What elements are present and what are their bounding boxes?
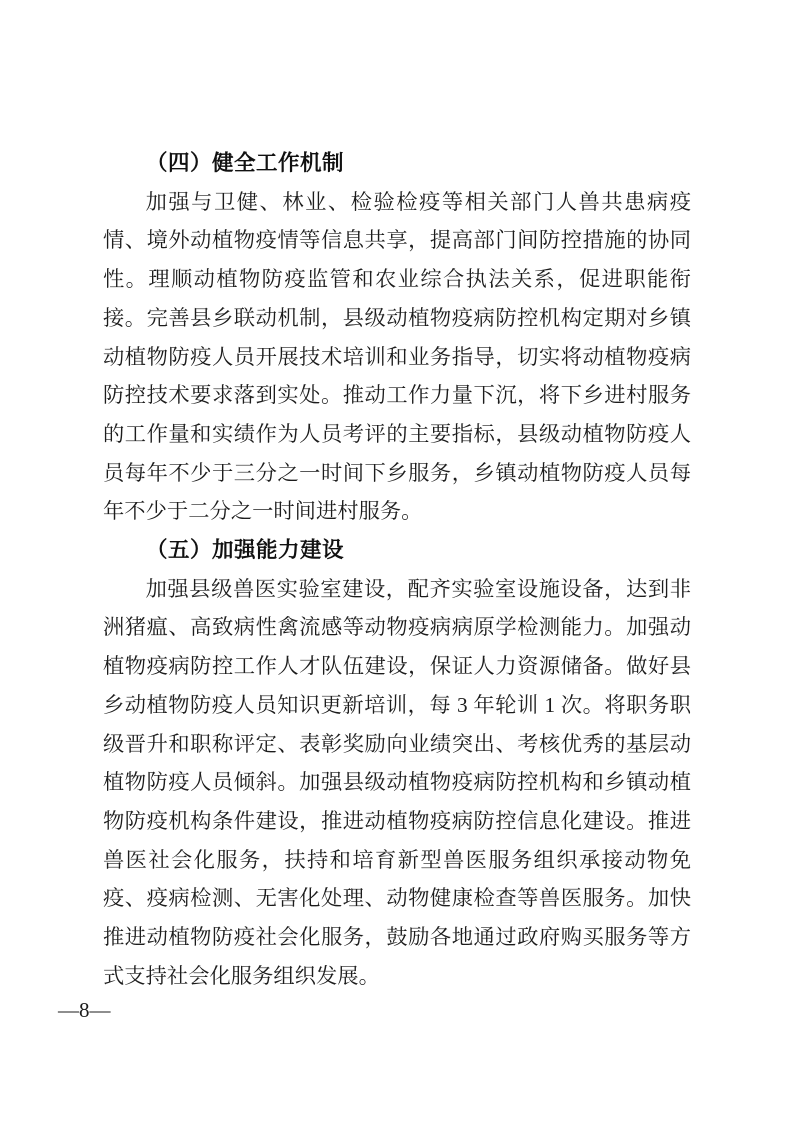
document-content <box>103 144 691 995</box>
page-number: —8— <box>58 998 111 1022</box>
section-heading: （四）健全工作机制 <box>146 151 345 175</box>
section-5 <box>103 531 691 995</box>
body-paragraph: 加强与卫健、林业、检验检疫等相关部门人兽共患病疫情、境外动植物疫情等信息共享，提高部门间防控措施的协同性。理顺动植物防疫监管和农业综合执法关系，促进职能衔接。完善县乡联动机制，县级动植物疫病防控机构定期对乡镇动植物防疫人员开展技术培训和业务指导，切实将动植物疫病防控技术要求落到实处。推动工作力量下沉，将下乡进村服务的工作量和实绩作为人员考评的主要指标，县级动植物防疫人员每年不少于三分之一时间下乡服务，乡镇动植物防疫人员每年不少于二分之一时间进村服务。 <box>103 189 691 524</box>
body-paragraph: 加强县级兽医实验室建设，配齐实验室设施设备，达到非洲猪瘟、高致病性禽流感等动物疫病病原学检测能力。加强动植物疫病防控工作人才队伍建设，保证人力资源储备。做好县乡动植物防疫人员知识更新培训，每 3 年轮训 1 次。将职务职级晋升和职称评定、表彰奖励向业绩突出、考核优秀的基层动植物防疫人员倾斜。加强县级动植物疫病防控机构和乡镇动植物防疫机构条件建设，推进动植物疫病防控信息化建设。推进兽医社会化服务，扶持和培育新型兽医服务组织承接动物免疫、疫病检测、无害化处理、动物健康检查等兽医服务。加快推进动植物防疫社会化服务，鼓励各地通过政府购买服务等方式支持社会化服务组织发展。 <box>103 576 691 988</box>
section-heading: （五）加强能力建设 <box>146 538 345 563</box>
section-4 <box>103 144 691 531</box>
